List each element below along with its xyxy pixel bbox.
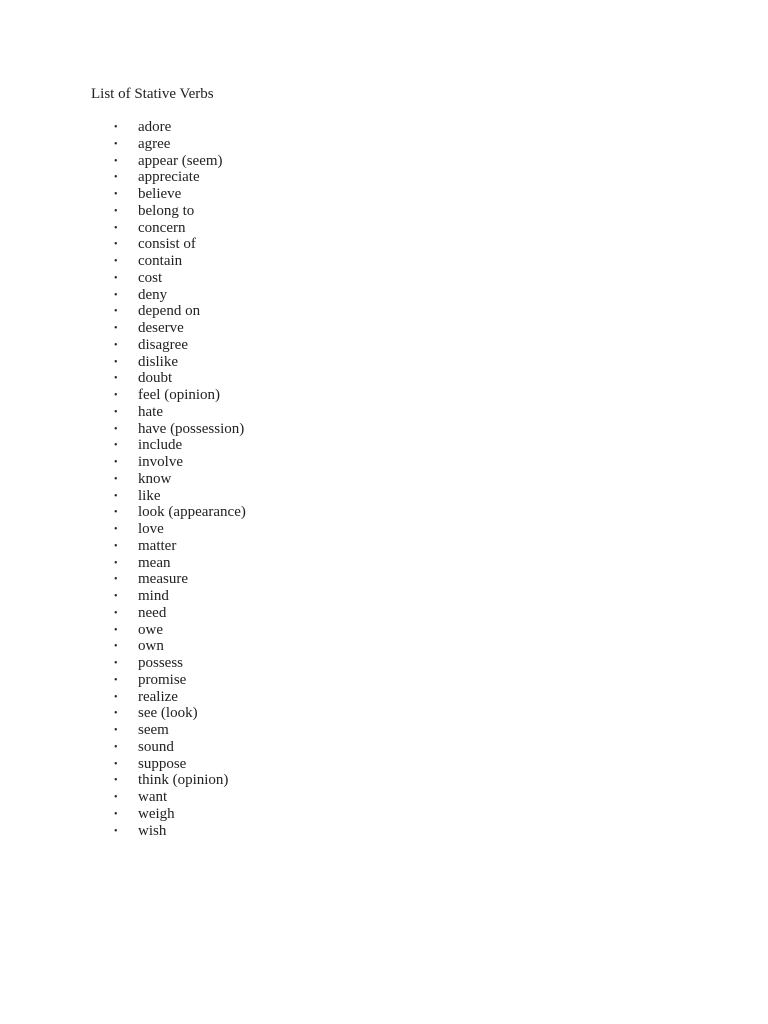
list-item-text: realize: [138, 688, 178, 705]
list-item-text: deserve: [138, 320, 184, 336]
bullet-icon: •: [114, 775, 118, 787]
list-item-text: look (appearance): [138, 504, 246, 521]
bullet-icon: •: [114, 172, 118, 184]
bullet-icon: •: [114, 222, 118, 234]
bullet-icon: •: [114, 490, 118, 502]
bullet-icon: •: [114, 624, 118, 636]
bullet-icon: •: [114, 339, 118, 351]
list-item-text: possess: [138, 655, 184, 671]
bullet-icon: •: [114, 155, 118, 167]
bullet-icon: •: [114, 272, 118, 284]
list-item-text: have (possession): [138, 420, 245, 437]
list-item-text: mean: [138, 554, 171, 571]
bullet-icon: •: [114, 122, 118, 133]
list-item-text: consist of: [138, 236, 196, 253]
list-item-text: involve: [138, 454, 183, 470]
bullet-icon: •: [114, 691, 118, 703]
bullet-icon: •: [114, 725, 118, 736]
bullet-icon: •: [114, 540, 118, 552]
list-item-text: doubt: [138, 370, 173, 387]
bullet-icon: •: [114, 674, 118, 686]
bullet-icon: •: [114, 792, 118, 803]
list-item-text: owe: [138, 621, 163, 638]
list-item-text: love: [138, 521, 164, 537]
bullet-icon: •: [114, 473, 118, 485]
list-item-text: matter: [138, 537, 177, 554]
list-item-text: seem: [138, 722, 169, 738]
list-item-text: disagree: [138, 336, 188, 353]
list-item-text: mind: [138, 588, 169, 604]
bullet-icon: •: [114, 457, 118, 468]
bullet-icon: •: [114, 256, 118, 267]
list-item-text: hate: [138, 403, 163, 420]
bullet-icon: •: [114, 507, 118, 519]
bullet-icon: •: [114, 323, 118, 334]
bullet-icon: •: [114, 658, 118, 669]
list-item-text: appreciate: [138, 169, 200, 186]
bullet-icon: •: [114, 741, 118, 753]
list-item-text: agree: [138, 135, 171, 152]
list-item-text: sound: [138, 738, 174, 755]
bullet-icon: •: [114, 440, 118, 452]
list-item-text: think (opinion): [138, 772, 229, 789]
bullet-icon: •: [114, 189, 118, 200]
list-item-text: dislike: [138, 353, 178, 370]
list-item-text: concern: [138, 219, 186, 236]
bullet-icon: •: [114, 574, 118, 586]
bullet-icon: •: [114, 138, 118, 150]
bullet-icon: •: [114, 708, 118, 720]
list-item-text: deny: [138, 286, 168, 303]
list-item-text: measure: [138, 571, 188, 588]
list-item-text: feel (opinion): [138, 387, 221, 403]
list-item-text: depend on: [138, 303, 201, 320]
list-item-text: appear (seem): [138, 152, 223, 169]
bullet-icon: •: [114, 524, 118, 535]
bullet-icon: •: [114, 239, 118, 251]
list-item-text: believe: [138, 186, 182, 202]
list-item-text: belong to: [138, 202, 195, 219]
bullet-icon: •: [114, 356, 118, 368]
bullet-icon: •: [114, 557, 118, 569]
bullet-icon: •: [114, 607, 118, 619]
list-item-text: like: [138, 487, 161, 504]
list-item-text: promise: [138, 671, 187, 688]
bullet-icon: •: [114, 641, 118, 653]
list-item-text: see (look): [138, 705, 198, 722]
list-item-text: know: [138, 470, 172, 487]
bullet-icon: •: [114, 390, 118, 401]
bullet-icon: •: [114, 423, 118, 435]
bullet-icon: •: [114, 406, 118, 418]
bullet-icon: •: [114, 289, 118, 301]
list-item-text: want: [138, 789, 168, 805]
list-item-text: own: [138, 638, 164, 655]
list-item-text: weigh: [138, 805, 175, 822]
bullet-icon: •: [114, 808, 118, 820]
list-item-text: contain: [138, 253, 183, 269]
bullet-icon: •: [114, 591, 118, 602]
bullet-icon: •: [114, 306, 118, 318]
list-item-text: wish: [138, 822, 167, 839]
list-item-text: suppose: [138, 755, 187, 772]
page-title: List of Stative Verbs: [91, 86, 214, 102]
bullet-icon: •: [114, 825, 118, 837]
list-item-text: adore: [138, 119, 172, 135]
list-item-text: cost: [138, 269, 163, 286]
bullet-icon: •: [114, 373, 118, 385]
bullet-icon: •: [114, 205, 118, 217]
bullet-icon: •: [114, 758, 118, 770]
list-item-text: need: [138, 604, 167, 621]
list-item-text: include: [138, 437, 183, 454]
